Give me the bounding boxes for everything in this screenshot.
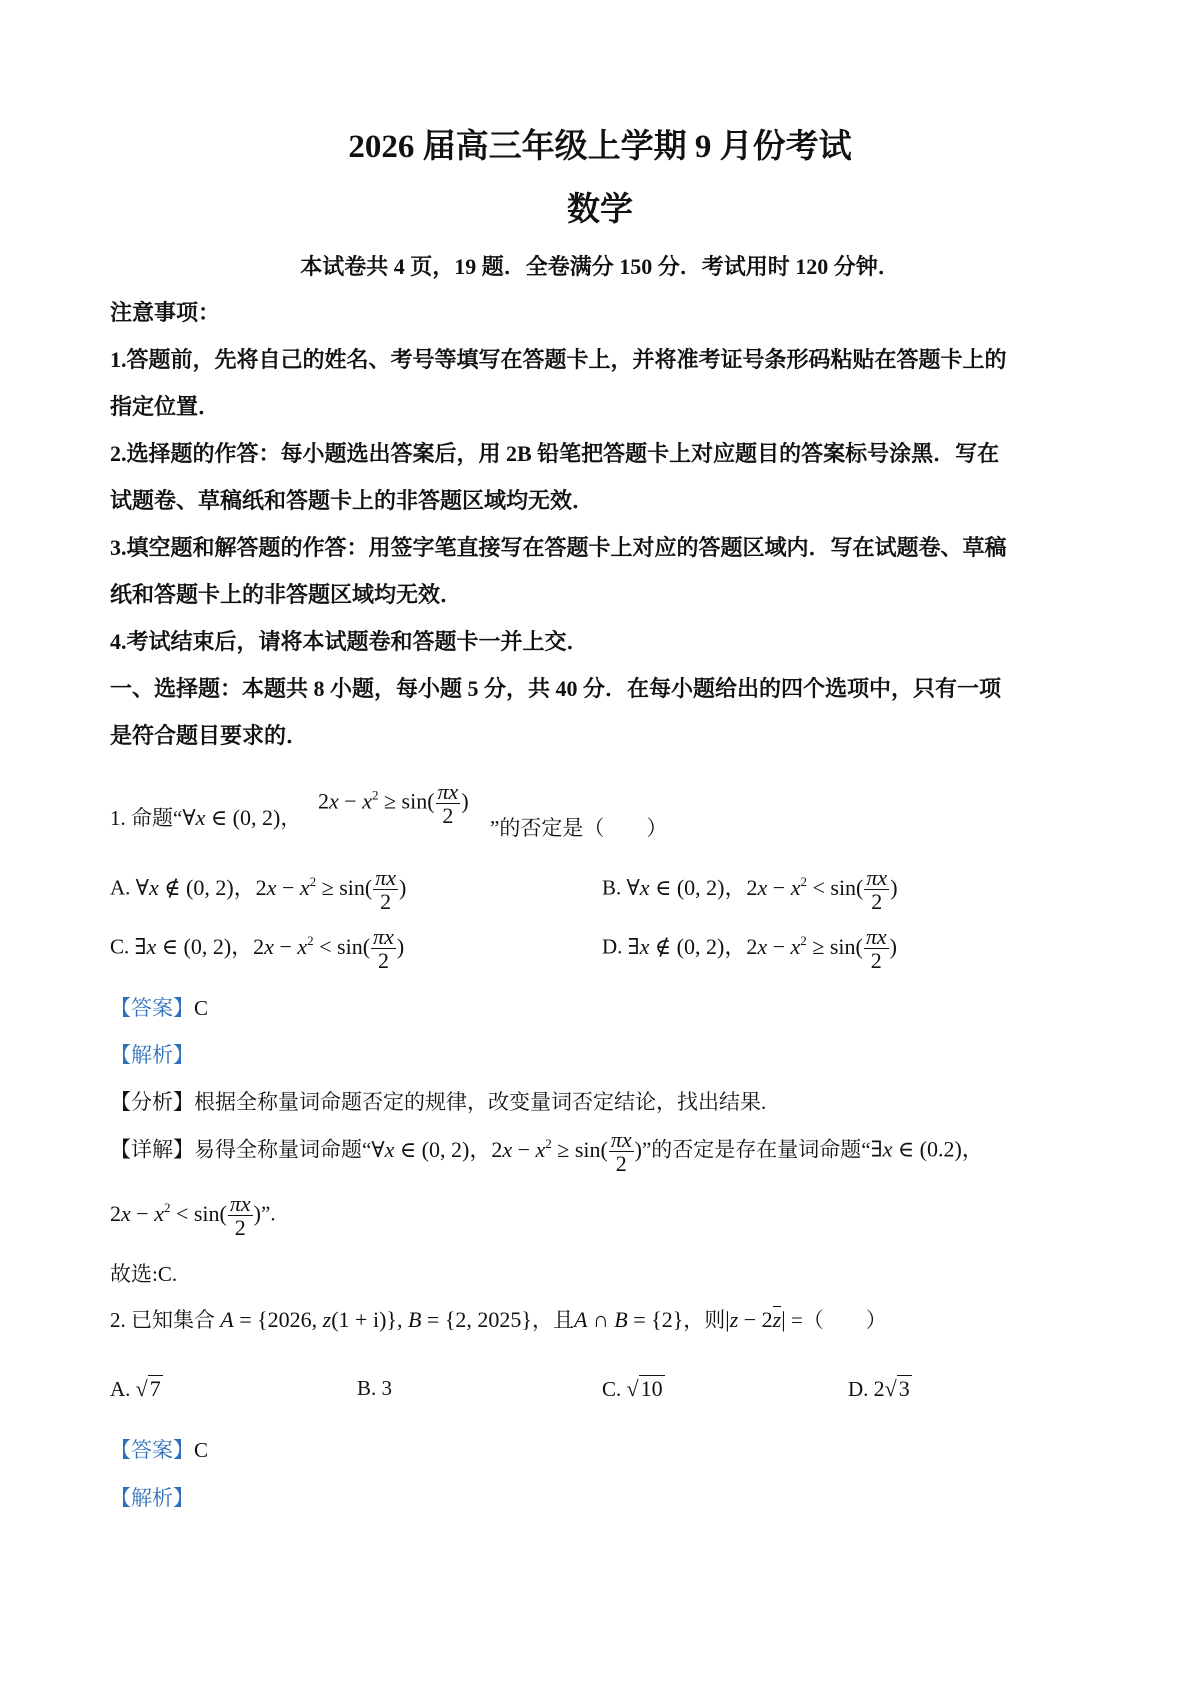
q2-suffix: =（ ） [790, 1308, 887, 1332]
q1-option-d[interactable] [602, 925, 897, 972]
q2-option-d-math: 2√3 [873, 1376, 910, 1401]
q1-fenxi [110, 1086, 766, 1116]
note-2-line-2: 试题卷、草稿纸和答题卡上的非答题区域均无效． [110, 488, 595, 513]
q2-intersection: A ∩ B = {2} [573, 1307, 684, 1332]
q1-xiangjie-conclusion-math: $2x - x^2 < \sin$( $\frac{\pi x}{2}$ ) [110, 1191, 261, 1241]
q1-suffix: ”的否定是（ ） [490, 816, 668, 840]
q2-set-a: A = {2026, z(1 + i)}, B = {2, 2025} [220, 1307, 532, 1332]
q1-option-c-label: C. [110, 934, 130, 959]
q2-analysis-tag: 【解析】 [110, 1486, 194, 1510]
q1-analysis-tag: 【解析】 [110, 1043, 194, 1067]
q1-option-b[interactable] [602, 866, 898, 913]
q1-answer-value: C [194, 996, 209, 1020]
section-1-line-2: 是符合题目要求的． [110, 723, 309, 748]
q2-option-c[interactable] [602, 1376, 665, 1402]
note-4: 4.考试结束后，请将本试题卷和答题卡一并上交． [110, 629, 589, 654]
q1-xiangjie-exists: ∃x ∈ (0.2)， [870, 1136, 984, 1162]
q1-answer [110, 992, 208, 1022]
q1-conclusion: 故选:C. [110, 1262, 178, 1286]
exam-intro: 本试卷共 4 页，19 题．全卷满分 150 分．考试用时 120 分钟． [300, 254, 900, 279]
q1-answer-tag: 【答案】 [110, 996, 194, 1020]
q1-option-c[interactable] [110, 925, 404, 972]
note-1-line-2: 指定位置． [110, 394, 221, 419]
q1-option-c-math: ∃x ∈ (0, 2)，$2x - x^2 < \sin$( $\frac{\pi x}{2}$ ) [134, 924, 405, 974]
note-3-line-2: 纸和答题卡上的非答题区域均无效． [110, 582, 463, 607]
q2-option-a[interactable] [110, 1376, 163, 1402]
q1-option-a-label: A. [110, 875, 131, 900]
q1-prefix: 1. 命题“ [110, 806, 183, 830]
q2-option-c-label: C. [602, 1377, 622, 1401]
q2-mid-1: ，且 [531, 1308, 574, 1332]
q2-option-d-label: D. [848, 1377, 869, 1401]
q1-option-d-label: D. [602, 934, 623, 959]
q1-option-b-math: ∀x ∈ (0, 2)，$2x - x^2 < \sin$( $\frac{\pi x}{2}$ ) [626, 865, 898, 915]
q1-xiangjie-tag: 【详解】 [110, 1137, 194, 1162]
q2-option-b[interactable] [357, 1376, 392, 1401]
q1-option-a-math: ∀x ∉ (0, 2)，$2x - x^2 \ge \sin$( $\frac{\pi x}{2}$ ) [135, 865, 407, 915]
q2-stem [110, 1304, 887, 1334]
q1-option-b-label: B. [602, 875, 622, 900]
q2-option-a-math: √7 [135, 1376, 161, 1401]
section-1-line-1: 一、选择题：本题共 8 小题，每小题 5 分，共 40 分．在每小题给出的四个选项中，只有一项 [110, 676, 1002, 701]
note-2-line-1: 2.选择题的作答：每小题选出答案后，用 2B 铅笔把答题卡上对应题目的答案标号涂黑．写在 [110, 441, 1000, 466]
q1-xiangjie-part-2: ”的否定是存在量词命题“ [641, 1137, 871, 1162]
q2-answer-value: C [194, 1438, 209, 1462]
q1-stem: 1. 命题“∀x ∈ (0, 2)， [110, 805, 302, 830]
note-1-line-1: 1.答题前，先将自己的姓名、考号等填写在答题卡上，并将准考证号条形码粘贴在答题卡上的 [110, 347, 1007, 372]
q1-option-d-math: ∃x ∉ (0, 2)，$2x - x^2 \ge \sin$( $\frac{\pi x}{2}$ ) [627, 924, 897, 974]
q2-option-a-label: A. [110, 1377, 131, 1401]
q2-modulus: |z − 2z| [725, 1307, 786, 1332]
q1-option-a[interactable] [110, 866, 406, 913]
q1-quantifier: ∀x ∈ (0, 2) [182, 805, 281, 830]
q2-answer-tag: 【答案】 [110, 1438, 194, 1462]
q2-option-d[interactable] [848, 1376, 912, 1402]
q2-answer [110, 1434, 208, 1464]
notes-heading: 注意事项： [110, 300, 221, 325]
note-3-line-1: 3.填空题和解答题的作答：用签字笔直接写在答题卡上对应的答题区域内．写在试题卷、草稿 [110, 535, 1007, 560]
q2-prefix: 2. 已知集合 [110, 1308, 215, 1332]
q1-xiangjie-forall: ∀x ∈ (0, 2)，$2x - x^2 \ge \sin$( $\frac{\pi x}{2}$ ) [371, 1127, 642, 1177]
q1-inequality: $2x - x^2 \ge \sin$( $\frac{\pi x}{2}$ ) [318, 779, 469, 829]
q1-xiangjie-end: ”. [261, 1201, 276, 1226]
q1-fenxi-tag: 【分析】 [110, 1090, 194, 1114]
subject-title: 数学 [567, 192, 633, 228]
q2-option-b-label: B. 3 [357, 1376, 393, 1400]
q1-xiangjie-line-1 [110, 1128, 984, 1175]
q1-xiangjie-part-1: 易得全称量词命题“ [194, 1137, 372, 1162]
q2-option-c-math: √10 [626, 1376, 663, 1401]
exam-title: 2026 届高三年级上学期 9 月份考试 [348, 129, 852, 165]
q2-mid-2: ，则 [683, 1308, 726, 1332]
q1-xiangjie-line-2 [110, 1192, 276, 1239]
q1-fenxi-text: 根据全称量词命题否定的规律，改变量词否定结论，找出结果. [194, 1090, 767, 1114]
